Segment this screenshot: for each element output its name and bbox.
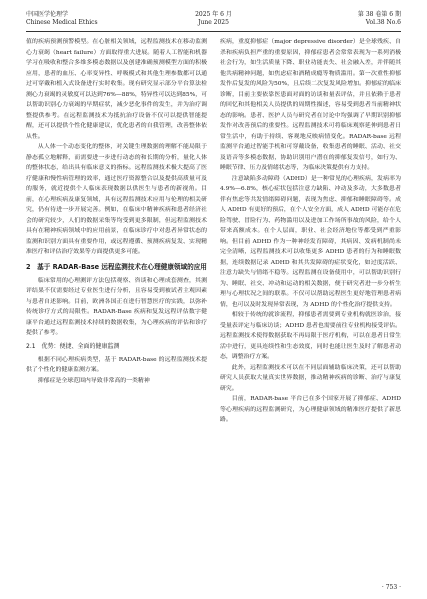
page-number: · 753 · (381, 584, 401, 591)
paragraph: 相较于传统的就诊流程，抑郁患者需要到专业机构就医诊治，接受量表评定与临床访谈；ADHD 患者也需要前往专业机构接受评估。远程监测技术使得数据获取不再局限于医疗机构，可以在患者日常生活中进行，更具连续性和生态效度，同时也能让医生及时了解患者动态，调整治疗方案。 (220, 312, 401, 360)
paragraph: 临床常用的心理测评方法包括观察、咨谈和心理成套测查，其测评结果不仅需要经过专业医生进行分析，且容易受到被试者主观因素与患者自述影响。目前，欧洲各国正在进行智慧医疗的实践，以弥补传统诊疗方式的局限性。RADAR-Base 疾病和复发远程评估数字健康平台通过远程监测技术持续的数据收集，为心理疾病的评估和诊疗提供了参考。 (26, 277, 207, 336)
paragraph: 目前，RADAR-base 平台已在多个国家开展了抑郁症、ADHD 等心理疾病的远程监测研究，为心理健康领域的精准医疗提供了新思路。 (220, 396, 401, 423)
header-date (26, 11, 401, 27)
header-rule (26, 31, 401, 32)
paragraph: 疾病，重度抑郁症（major depressive disorder）是全球残疾、自杀和疾病负担严重的重要原因，抑郁症患者会常常表现为一系列消极社会行为，如生活质量下降、职业功能丧失、社会融入差，并伴随其他共病精神问题，如焦虑症和酒精成瘾等物质滥用。第一次重性抑郁发作后复发的风险为50%，且后续二次复发风险增加。抑郁症的临床诊断，目前主要依靠医患面对面的访谈和量表评估，并且依赖于患者的回忆和其他相关人员提供的周期性描述，容易受到患者当前精神状态的影响。患者、医护人员与研究者在讨论中均强调了早期识别抑郁发作对改善预后的重要性。远程监测技术可将临床观察延伸到患者日常生活中，有助于持续、客观地反映病情变化。RADAR-base 远程监测平台通过智能手机和可穿戴设备，收集患者的睡眠、活动、社交及语音等多模态数据，协助识别用户潜在的抑郁复发信号，如行为、睡眠节律、压力及情绪状态等，为临床决策提供有力支持。 (220, 39, 401, 171)
paragraph: 根据不同心理疾病类型，基于 RADAR-base 的远程监测技术提供了个性化的健康监测方案。 (26, 356, 207, 373)
body-columns (26, 37, 401, 577)
subsection-heading: 2.1 优势：便捷、全面的健康监测 (26, 342, 120, 350)
paragraph: 抑郁症是全球范围内导致非常高的一类精神 (37, 377, 150, 384)
header-volume (358, 11, 401, 27)
paragraph: 值的疾病预测预警模型。在心脏相关领域，远程监测技术在移动监测心力衰竭（heart failure）方面取得重大进展。随着人工智能和机器学习在吸收和整合多维多模态数据以及创建准确预测模型方面的积极应用，患者的血压、心率变异性、呼吸模式和其他生理参数都可以通过可穿戴和植入式设备进行实时收集。现有研究显示部分平台算法检测心力衰竭的灵敏度可以达到76%—88%，特异性可以达到85%，可以帮助识别心力衰竭的早期症状，减少恶化事件的发生，并为治疗调整提供参考。在远程监测技术为抵抗治疗设备不仅可以提供智能提醒，还可以提供个性化健康建议，优化患者的自我管理，改善整体依从性。 (26, 39, 207, 140)
paragraph: 注意缺陷多动障碍（ADHD）是一种常见的心理疾病，发病率为4.9%—6.8%，核心症状包括注意力缺陷、冲动及多动，大多数患者伴有焦虑等共发情绪障碍问题，表现为焦虑、抑郁和睡眠障碍等。成人 ADHD 有更好的预后，在个人安全方面，成人 ADHD 可能存在危险驾驶、冒险行为、药物滥用以及进加工作场所事故的风险，给个人带来高额成本。在个人层面，职业、社会经济地位等都受到严重影响。但目前 ADHD 作为一种神经发育障碍，其病因、发病机制尚未完全清晰，远程监测技术可以收集更多 ADHD 患者的行为和睡眠数据，连续数据记录 ADHD 和其共发障碍的症状变化，如过度活跃、注意力缺失与情绪不稳等。远程监测在设备使用中，可以帮助识别行为、睡眠、社交、冲动和运动的相关数据，便于研究者进一步分析生理与心理状况之间的联系。不仅可以帮助远程医生更好地管理患者病情，也可以及时发现异常表现，为 ADHD 的个性化治疗提供支持。 (220, 175, 401, 308)
paragraph: 从人体一个动态变化的整体，对关键生理数据的理解不能局限于静态孤立地解释，而需要进一步进行动态的和长期的分析，量化人体的整体状态，给出具有临床意义的指标。远程监测技术极大提高了医疗健康和慢性病管理的效率，通过医疗资源整合以及提供高质量可及的服务，就近提供个人临床表现数据以供医生与患者的新视角。目前，在心理疾病及康复领域，具有远程监测技术应用与伦理的相关研究，仍有待进一步开展完善。例如，在临床中精神疾病和患者经济社会的研究较少，人们的数据采集等均受到更多限制，但远程监测技术具有在精神疾病领域中的应用前景，在临床诊疗中对患者异常状态的监测和识别方面具有重要作用，或远程遵循、预测疾病复发、实现精准医疗和评估治疗效果等方面提供更多可能。 (26, 144, 207, 255)
section-heading: 2 基于 RADAR-Base 远程监测技术在心理健康领域的应用 (26, 262, 207, 271)
paragraph: 此外，远程监测技术可以在不同层面辅助临床决策，还可以帮助研究人员获取大量真实世界数据，推动精神疾病的诊断、治疗与康复研究。 (220, 364, 401, 392)
volume-en: Vol.38 No.6 (365, 19, 401, 26)
journal-title-en: Chinese Medical Ethics (26, 19, 98, 26)
issue-date-cn: 2025 年 6 月 (195, 11, 232, 18)
left-column (26, 37, 207, 577)
issue-date-en: June 2025 (198, 19, 229, 26)
volume-cn: 第 38 卷第 6 期 (357, 11, 401, 18)
journal-title-cn: 中国医学伦理学 (26, 11, 69, 18)
right-column (220, 37, 401, 577)
